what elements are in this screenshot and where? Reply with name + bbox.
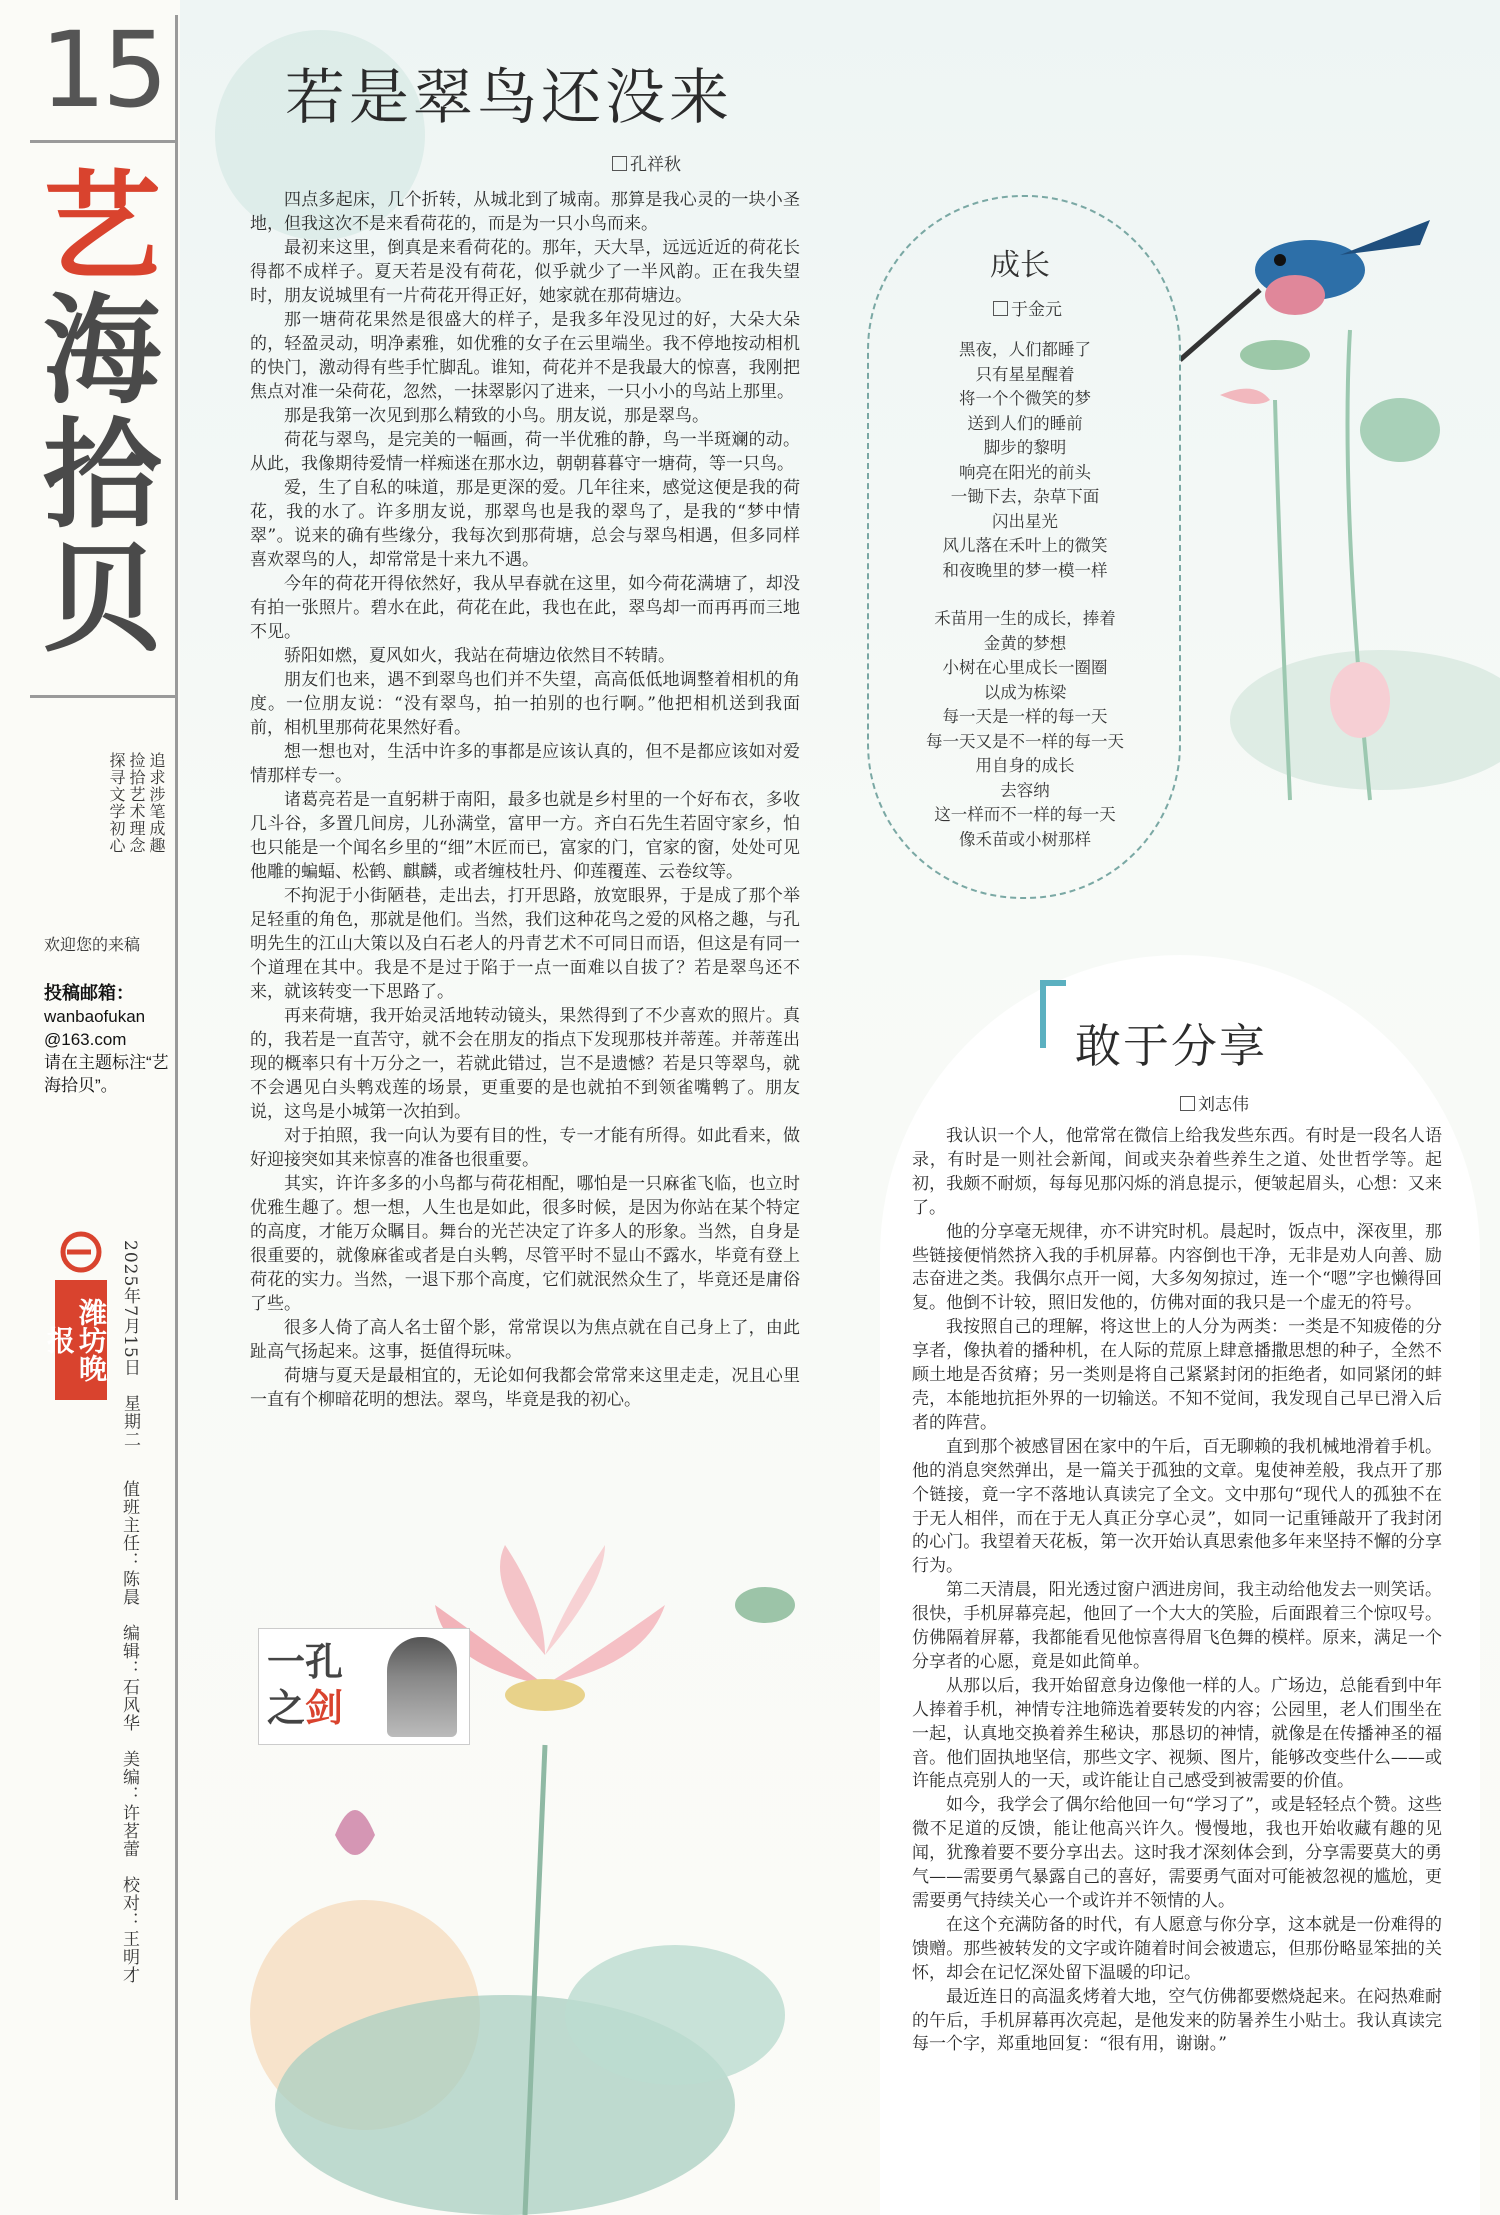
- paragraph: 那是我第一次见到那么精致的小鸟。朋友说，那是翠鸟。: [284, 406, 709, 426]
- poem-line: 小树在心里成长一圈圈: [942, 658, 1108, 677]
- poem-line: 送到人们的睡前: [967, 413, 1083, 433]
- staff-credits: 值班主任：陈晨 编辑：石风华 美编：许茗蕾 校对：王明才: [119, 1480, 139, 1984]
- submission-info: [44, 982, 174, 1097]
- paragraph: 今年的荷花开得依然好，我从早春就在这里，如今荷花满塘了，却没有拍一张照片。碧水在此，荷花在此，我也在此，翠鸟却一而再再而三地不见。: [250, 574, 800, 642]
- divider: [30, 140, 178, 143]
- paragraph: 四点多起床，几个折转，从城北到了城南。那算是我心灵的一块小圣地，但我这次不是来看荷花的，而是为一只小鸟而来。: [250, 190, 800, 234]
- author-name: 刘志伟: [1198, 1095, 1249, 1115]
- divider: [30, 695, 178, 698]
- column-label-char: 之: [267, 1685, 306, 1730]
- paragraph: 第二天清晨，阳光透过窗户洒进房间，我主动给他发去一则笑话。很快，手机屏幕亮起，他回了一个大大的笑脸，后面跟着三个惊叹号。仿佛隔着屏幕，我都能看见他惊喜得眉飞色舞的模样。原来，满足一个分享者的心愿，竟是如此简单。: [912, 1580, 1442, 1672]
- paragraph: 直到那个被感冒困在家中的午后，百无聊赖的我机械地滑着手机。他的消息突然弹出，是一篇关于孤独的文章。鬼使神差般，我点开了那个链接，竟一字不落地认真读完了全文。文中那句“现代人的孤独不在于无人相伴，而在于无人真正分享心灵”，如同一记重锤敲开了我封闭的心门。我望着天花板，第一次开始认真思索他多年来坚持不懈的分享行为。: [912, 1436, 1442, 1577]
- issue-date: 2025年7月15日 星期二: [120, 1240, 140, 1449]
- poem-line: 每一天是一样的每一天: [942, 707, 1108, 726]
- poem-line: 风儿落在禾叶上的微笑: [942, 536, 1108, 555]
- kingfisher-lotus-illustration: [1180, 200, 1500, 820]
- paragraph: 想一想也对，生活中许多的事都是应该认真的，但不是都应该如对爱情那样专一。: [250, 742, 800, 786]
- poem-line: 禾苗用一生的成长，捧着: [934, 609, 1116, 628]
- submit-label: 投稿邮箱：: [44, 983, 134, 1003]
- paragraph: 从那以后，我开始留意身边像他一样的人。广场边，总能看到中年人捧着手机，神情专注地筛选着要转发的内容；公园里，老人们围坐在一起，认真地交换着养生秘诀，那恳切的神情，就像是在传播神圣的福音。他们固执地坚信，那些文字、视频、图片，能够改变些什么——或许能点亮别人的一天，或许能让自己感受到被需要的价值。: [912, 1675, 1442, 1792]
- article-byline: [612, 150, 681, 175]
- paragraph: 荷塘与夏天是最相宜的，无论如何我都会常常来这里走走，况且心里一直有个柳暗花明的想法。翠鸟，毕竟是我的初心。: [250, 1366, 800, 1410]
- paragraph: 那一塘荷花果然是很盛大的样子，是我多年没见过的好，大朵大朵的，轻盈灵动，明净素雅，如优雅的女子在云里端坐。我不停地按动相机的快门，激动得有些手忙脚乱。谁知，荷花并不是我最大的惊喜，我刚把焦点对准一朵荷花，忽然，一抹翠影闪了进来，一只小小的鸟站上那里。: [250, 310, 800, 402]
- poem-line: 黑夜，人们都睡了: [959, 340, 1091, 359]
- submit-email: wanbaofukan: [44, 1007, 146, 1026]
- column-label-line: 一孔: [267, 1639, 344, 1684]
- section-char: 艺: [42, 157, 161, 296]
- poem-line: 一锄下去，杂草下面: [950, 487, 1100, 506]
- page-number: 15: [40, 9, 165, 131]
- submit-email: @163.com: [44, 1030, 127, 1049]
- paragraph: 如今，我学会了偶尔给他回一句“学习了”，或是轻轻点个赞。这些微不足道的反馈，能让他高兴许久。慢慢地，我也开始收藏有趣的见闻，犹豫着要不要分享出去。这时我才深刻体会到，分享需要莫大的勇气——需要勇气暴露自己的喜好，需要勇气面对可能被忽视的尴尬，更需要勇气持续关心一个或许并不领情的人。: [912, 1795, 1442, 1911]
- submit-note: 请在主题标注“艺海拾贝”。: [44, 1053, 169, 1095]
- poem-line: 脚步的黎明: [983, 438, 1067, 457]
- poem-line: 用自身的成长: [975, 756, 1075, 775]
- column-label-char: 剑: [305, 1685, 344, 1730]
- paragraph: 诸葛亮若是一直躬耕于南阳，最多也就是乡村里的一个好布衣，多收几斗谷，多置几间房，儿孙满堂，富甲一方。齐白石先生若固守家乡，怕也只能是一个闻名乡里的“细”木匠而已，富家的门，官家的窗，处处可见他雕的蝙蝠、松鹤、麒麟，或者缠枝牡丹、仰莲覆莲、云卷纹等。: [250, 790, 800, 882]
- title-bracket-decor: [1040, 980, 1066, 1048]
- paragraph: 骄阳如燃，夏风如火，我站在荷塘边依然目不转睛。: [284, 646, 675, 666]
- paragraph: 爱，生了自私的味道，那是更深的爱。几年往来，感觉这便是我的荷花，我的水了。许多朋友说，那翠鸟也是我的翠鸟了，是我的“梦中情翠”。说来的确有些缘分，我每次到那荷塘，总会与翠鸟相遇，但多同样喜欢翠鸟的人，却常常是十来九不遇。: [250, 478, 800, 570]
- poem-line: 去容纳: [1000, 780, 1050, 800]
- section-motto: [46, 752, 166, 887]
- paragraph: 最初来这里，倒真是来看荷花的。那年，天大旱，远远近近的荷花长得都不成样子。夏天若是没有荷花，似乎就少了一半风韵。正在我失望时，朋友说城里有一片荷花开得正好，她家就在那荷塘边。: [250, 238, 800, 306]
- paragraph: 荷花与翠鸟，是完美的一幅画，荷一半优雅的静，鸟一半斑斓的动。从此，我像期待爱情一样痴迷在那水边，朝朝暮暮守一塘荷，等一只鸟。: [250, 430, 800, 474]
- paragraph: 我认识一个人，他常常在微信上给我发些东西。有时是一段名人语录，有时是一则社会新闻，间或夹杂着些养生之道、处世哲学等。起初，我颇不耐烦，每每见那闪烁的消息提示，便皱起眉头，心想：又来了。: [912, 1126, 1442, 1218]
- paragraph: 他的分享毫无规律，亦不讲究时机。晨起时，饭点中，深夜里，那些链接便悄然挤入我的手机屏幕。内容倒也干净，无非是劝人向善、励志奋进之类。我偶尔点开一阅，大多匆匆掠过，连一个“嗯”字也懒得回复。他倒不计较，照旧发他的，仿佛对面的我只是一个虚无的符号。: [912, 1221, 1442, 1314]
- poem-title: 成长: [990, 248, 1050, 283]
- paragraph: 很多人倚了高人名士留个影，常常误以为焦点就在自己身上了，由此趾高气扬起来。这事，挺值得玩味。: [250, 1318, 800, 1362]
- newspaper-logo: [43, 1230, 108, 1400]
- article-title: 若是翠鸟还没来: [285, 63, 733, 133]
- motto-line: 探寻文学初心: [107, 752, 126, 854]
- poem-line: 金黄的梦想: [983, 633, 1067, 653]
- article-body: [912, 1125, 1442, 2057]
- poem-body: [880, 338, 1170, 852]
- section-char: 拾: [42, 405, 161, 544]
- newspaper-name: 潍坊晚报: [55, 1280, 107, 1400]
- welcome-text: 欢迎您的来稿: [44, 935, 141, 954]
- author-name: 孔祥秋: [630, 155, 681, 175]
- section-char: 贝: [42, 529, 161, 668]
- newspaper-emblem-icon: [55, 1230, 107, 1274]
- poem-line: 闪出星光: [992, 511, 1058, 531]
- author-photo: [387, 1637, 457, 1737]
- poem-line: 响亮在阳光的前头: [959, 462, 1091, 482]
- column-portrait: [258, 1628, 470, 1745]
- poem-line: 只有星星醒着: [975, 364, 1075, 384]
- poem-line: 和夜晚里的梦一模一样: [942, 560, 1108, 580]
- poem-line: 这一样而不一样的每一天: [934, 805, 1116, 824]
- article-body: [250, 188, 800, 1412]
- paragraph: 再来荷塘，我开始灵活地转动镜头，果然得到了不少喜欢的照片。真的，我若是一直苦守，就不会在朋友的指点下发现那枝并蒂莲。并蒂莲出现的概率只有十万分之一，若就此错过，岂不是遗憾？若是只等翠鸟，就不会遇见白头鹎戏莲的场景，更重要的是也就拍不到领雀嘴鹎了。朋友说，这鸟是小城第一次拍到。: [250, 1006, 800, 1122]
- motto-line: 捡拾艺术理念: [127, 752, 146, 854]
- section-masthead: [28, 157, 176, 695]
- motto-line: 追求涉笔成趣: [147, 752, 166, 854]
- section-char: 海: [42, 281, 161, 420]
- paragraph: 我按照自己的理解，将这世上的人分为两类：一类是不知疲倦的分享者，像执着的播种机，在人际的荒原上肆意播撒思想的种子，全然不顾土地是否贫瘠；另一类则是将自己紧紧封闭的拒绝者，如同紧闭的蚌壳，本能地抗拒外界的一切输送。不知不觉间，我发现自己早已滑入后者的阵营。: [912, 1317, 1442, 1433]
- paragraph: 不拘泥于小街陋巷，走出去，打开思路，放宽眼界，于是成了那个举足轻重的角色，那就是他们。当然，我们这种花鸟之爱的风格之趣，与孔明先生的江山大策以及白石老人的丹青艺术不可同日而语，但这是有同一个道理在其中。我是不是过于陷于一点一面难以自拔了？若是翠鸟还不来，就该转变一下思路了。: [250, 886, 800, 1002]
- poem-byline: [993, 295, 1062, 320]
- paragraph: 最近连日的高温炙烤着大地，空气仿佛都要燃烧起来。在闷热难耐的午后，手机屏幕再次亮起，是他发来的防暑养生小贴士。我认真读完每一个字，郑重地回复：“很有用，谢谢。”: [912, 1986, 1442, 2055]
- poem-line: 像禾苗或小树那样: [959, 829, 1091, 849]
- paragraph: 其实，许许多多的小鸟都与荷花相配，哪怕是一只麻雀飞临，也立时优雅生趣了。想一想，人生也是如此，很多时候，是因为你站在某个特定的高度，才能万众瞩目。舞台的光芒决定了许多人的形象。当然，自身是很重要的，就像麻雀或者是白头鹎，尽管平时不显山不露水，毕竟有登上荷花的实力。当然，一退下那个高度，它们就泯然众生了，毕竟还是庸俗了些。: [250, 1174, 800, 1314]
- author-name: 于金元: [1011, 300, 1062, 320]
- poem-line: 每一天又是不一样的每一天: [926, 731, 1124, 751]
- poem-line: 以成为栋梁: [983, 682, 1067, 702]
- article-title: 敢于分享: [1075, 1019, 1267, 1073]
- article-byline: [1180, 1090, 1249, 1115]
- paragraph: 朋友们也来，遇不到翠鸟也们并不失望，高高低低地调整着相机的角度。一位朋友说：“没有翠鸟，拍一拍别的也行啊。”他把相机送到我面前，相机里那荷花果然好看。: [250, 670, 800, 738]
- paragraph: 对于拍照，我一向认为要有目的性，专一才能有所得。如此看来，做好迎接突如其来惊喜的准备也很重要。: [250, 1126, 800, 1170]
- paragraph: 在这个充满防备的时代，有人愿意与你分享，这本就是一份难得的馈赠。那些被转发的文字或许随着时间会被遗忘，但那份略显笨拙的关怀，却会在记忆深处留下温暖的印记。: [912, 1914, 1442, 1983]
- poem-line: 将一个个微笑的梦: [959, 389, 1091, 408]
- column-label: [267, 1639, 343, 1731]
